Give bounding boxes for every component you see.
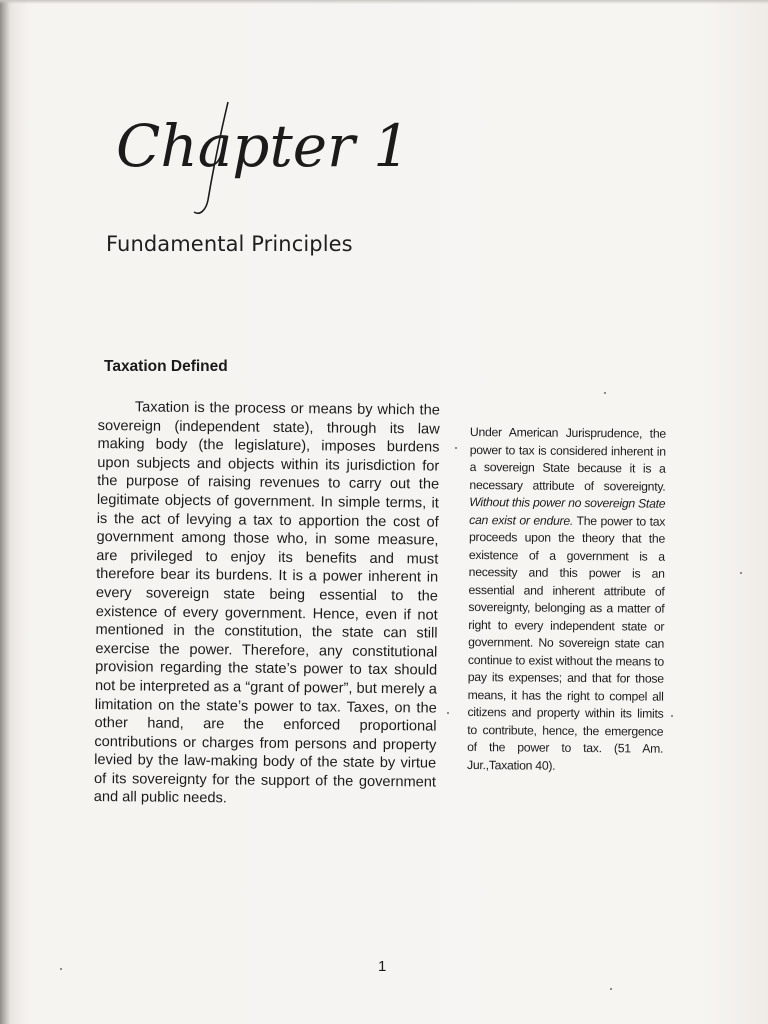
chapter-title bbox=[116, 96, 416, 226]
page-spine-shadow bbox=[0, 0, 10, 1024]
paper-speck bbox=[740, 572, 742, 574]
chapter-title-text: Chapter 1 bbox=[116, 112, 411, 180]
margin-note bbox=[467, 424, 666, 776]
margin-note-text-continued: The power to tax proceeds upon the theory that the existence of a government is a necessity and this power is an essential and inherent attribute of sovereignty, belonging as a matter of right to every independent state or government. No sovereign state can continue to exist without the means to pay its expenses; and that for those means, it has the right to compel all citizens and property within its limits to contribute, hence, the emergence of the power to tax. (51 Am. Jur.,Taxation 40). bbox=[466, 513, 666, 773]
paper-speck bbox=[610, 988, 612, 990]
page-number: 1 bbox=[378, 958, 387, 975]
section-heading: Taxation Defined bbox=[104, 358, 228, 375]
paper-speck bbox=[671, 715, 673, 717]
margin-note-emphasis: Without this power no sovereign State can exist or endure. bbox=[469, 494, 666, 528]
page-top-edge bbox=[0, 0, 768, 4]
paper-speck bbox=[604, 392, 606, 394]
paper-speck bbox=[447, 712, 449, 714]
paper-speck bbox=[455, 447, 457, 449]
paper-speck bbox=[60, 968, 62, 970]
section-body-text: Taxation is the process or means by which the sovereign (independent state), through its law making body (the legislature), imposes burdens upon subjects and objects within its jurisdiction for the purpose of raising revenues to carry out the legitimate objects of government. In simple terms, it is the act of levying a tax to apportion the cost of government among those who, in some measure, are privileged to enjoy its benefits and must therefore bear its burdens. It is a power inherent in every sovereign state being essential to the existence of every government. Hence, even if not mentioned in the constitution, the state can still exercise the power. Therefore, any constitutional provision regarding the state’s power to tax should not be interpreted as a “grant of power”, but merely a limitation on the state’s power to tax. Taxes, on the other hand, are the enforced proportional contributions or charges from persons and property levied by the law-making body of the state by virtue of its sovereignty for the support of the government and all public needs. bbox=[93, 399, 440, 807]
chapter-title-script bbox=[116, 96, 416, 226]
chapter-subtitle: Fundamental Principles bbox=[106, 232, 353, 256]
margin-note-text: Under American Jurisprudence, the power to tax is considered inherent in a sovereign State because it is a necessary attribute of sovereignty. bbox=[469, 424, 666, 494]
